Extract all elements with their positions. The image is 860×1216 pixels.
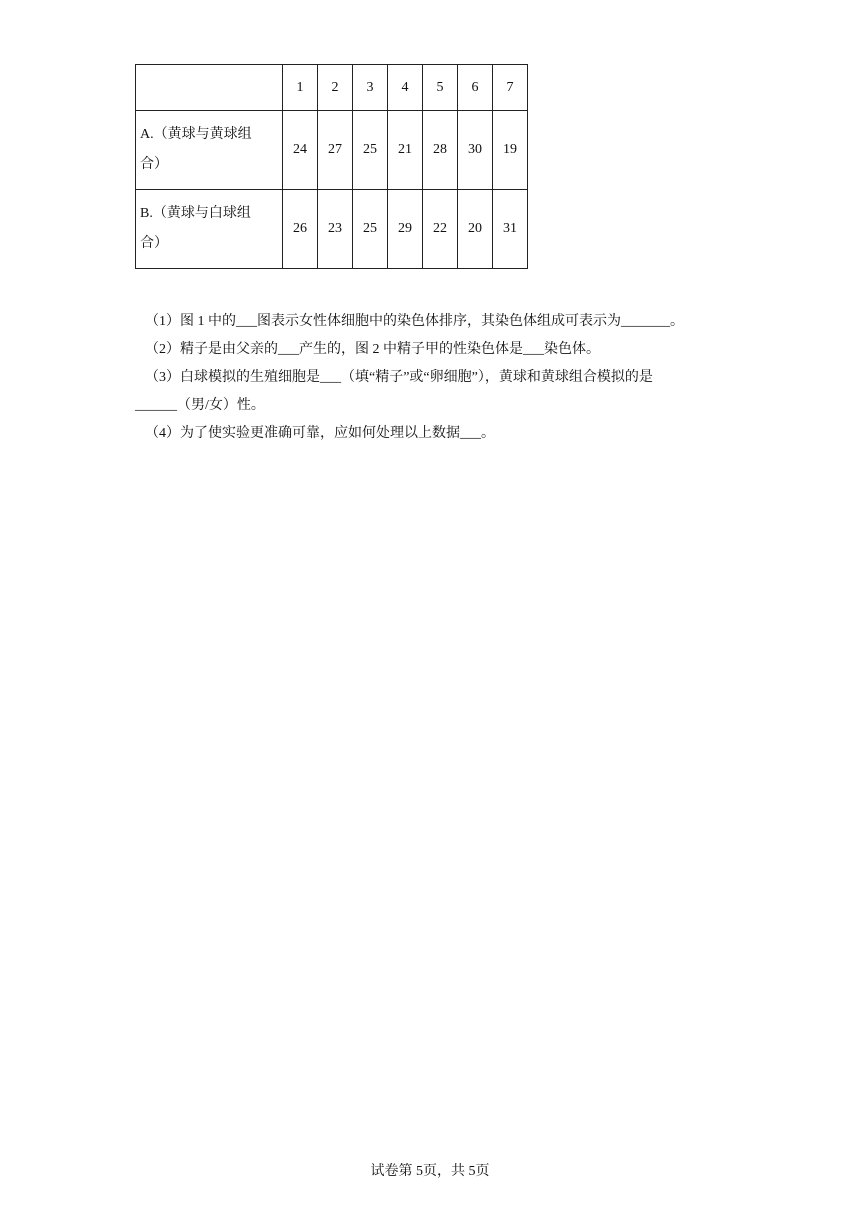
table-cell: 30 — [458, 111, 493, 190]
table-cell: 21 — [388, 111, 423, 190]
row-label — [136, 111, 283, 190]
table-cell: 19 — [493, 111, 528, 190]
row-label-line: 合） — [140, 236, 168, 251]
table-cell: 26 — [283, 190, 318, 269]
question-2: （2）精子是由父亲的___产生的，图 2 中精子甲的性染色体是___染色体。 — [145, 342, 600, 357]
question-3-continued: ______（男/女）性。 — [135, 398, 265, 413]
table-cell: 25 — [353, 111, 388, 190]
table-header-cell: 4 — [388, 65, 423, 111]
table-row — [136, 111, 528, 190]
table-header-cell: 5 — [423, 65, 458, 111]
table-header-cell: 3 — [353, 65, 388, 111]
row-label-line: B.（黄球与白球组 — [140, 206, 251, 221]
table-header-cell: 2 — [318, 65, 353, 111]
table-cell: 31 — [493, 190, 528, 269]
table-cell: 23 — [318, 190, 353, 269]
data-table — [135, 64, 528, 269]
question-4: （4）为了使实验更准确可靠，应如何处理以上数据___。 — [145, 426, 495, 441]
question-1: （1）图 1 中的___图表示女性体细胞中的染色体排序，其染色体组成可表示为_______。 — [145, 314, 684, 329]
table-header-cell: 7 — [493, 65, 528, 111]
table-header-cell: 6 — [458, 65, 493, 111]
row-label-line: 合） — [140, 157, 168, 172]
table-row — [136, 190, 528, 269]
table-header-cell: 1 — [283, 65, 318, 111]
table-cell: 28 — [423, 111, 458, 190]
table-cell: 25 — [353, 190, 388, 269]
row-label-line: A.（黄球与黄球组 — [140, 127, 252, 142]
page-footer: 试卷第 5页，共 5页 — [370, 1164, 490, 1179]
table-cell: 27 — [318, 111, 353, 190]
table-cell: 24 — [283, 111, 318, 190]
table-header-cell — [136, 65, 283, 111]
question-list — [135, 308, 755, 448]
row-label — [136, 190, 283, 269]
table-cell: 29 — [388, 190, 423, 269]
table-header-row — [136, 65, 528, 111]
table-cell: 22 — [423, 190, 458, 269]
question-3: （3）白球模拟的生殖细胞是___（填“精子”或“卵细胞”），黄球和黄球组合模拟的是 — [145, 370, 653, 385]
table-cell: 20 — [458, 190, 493, 269]
